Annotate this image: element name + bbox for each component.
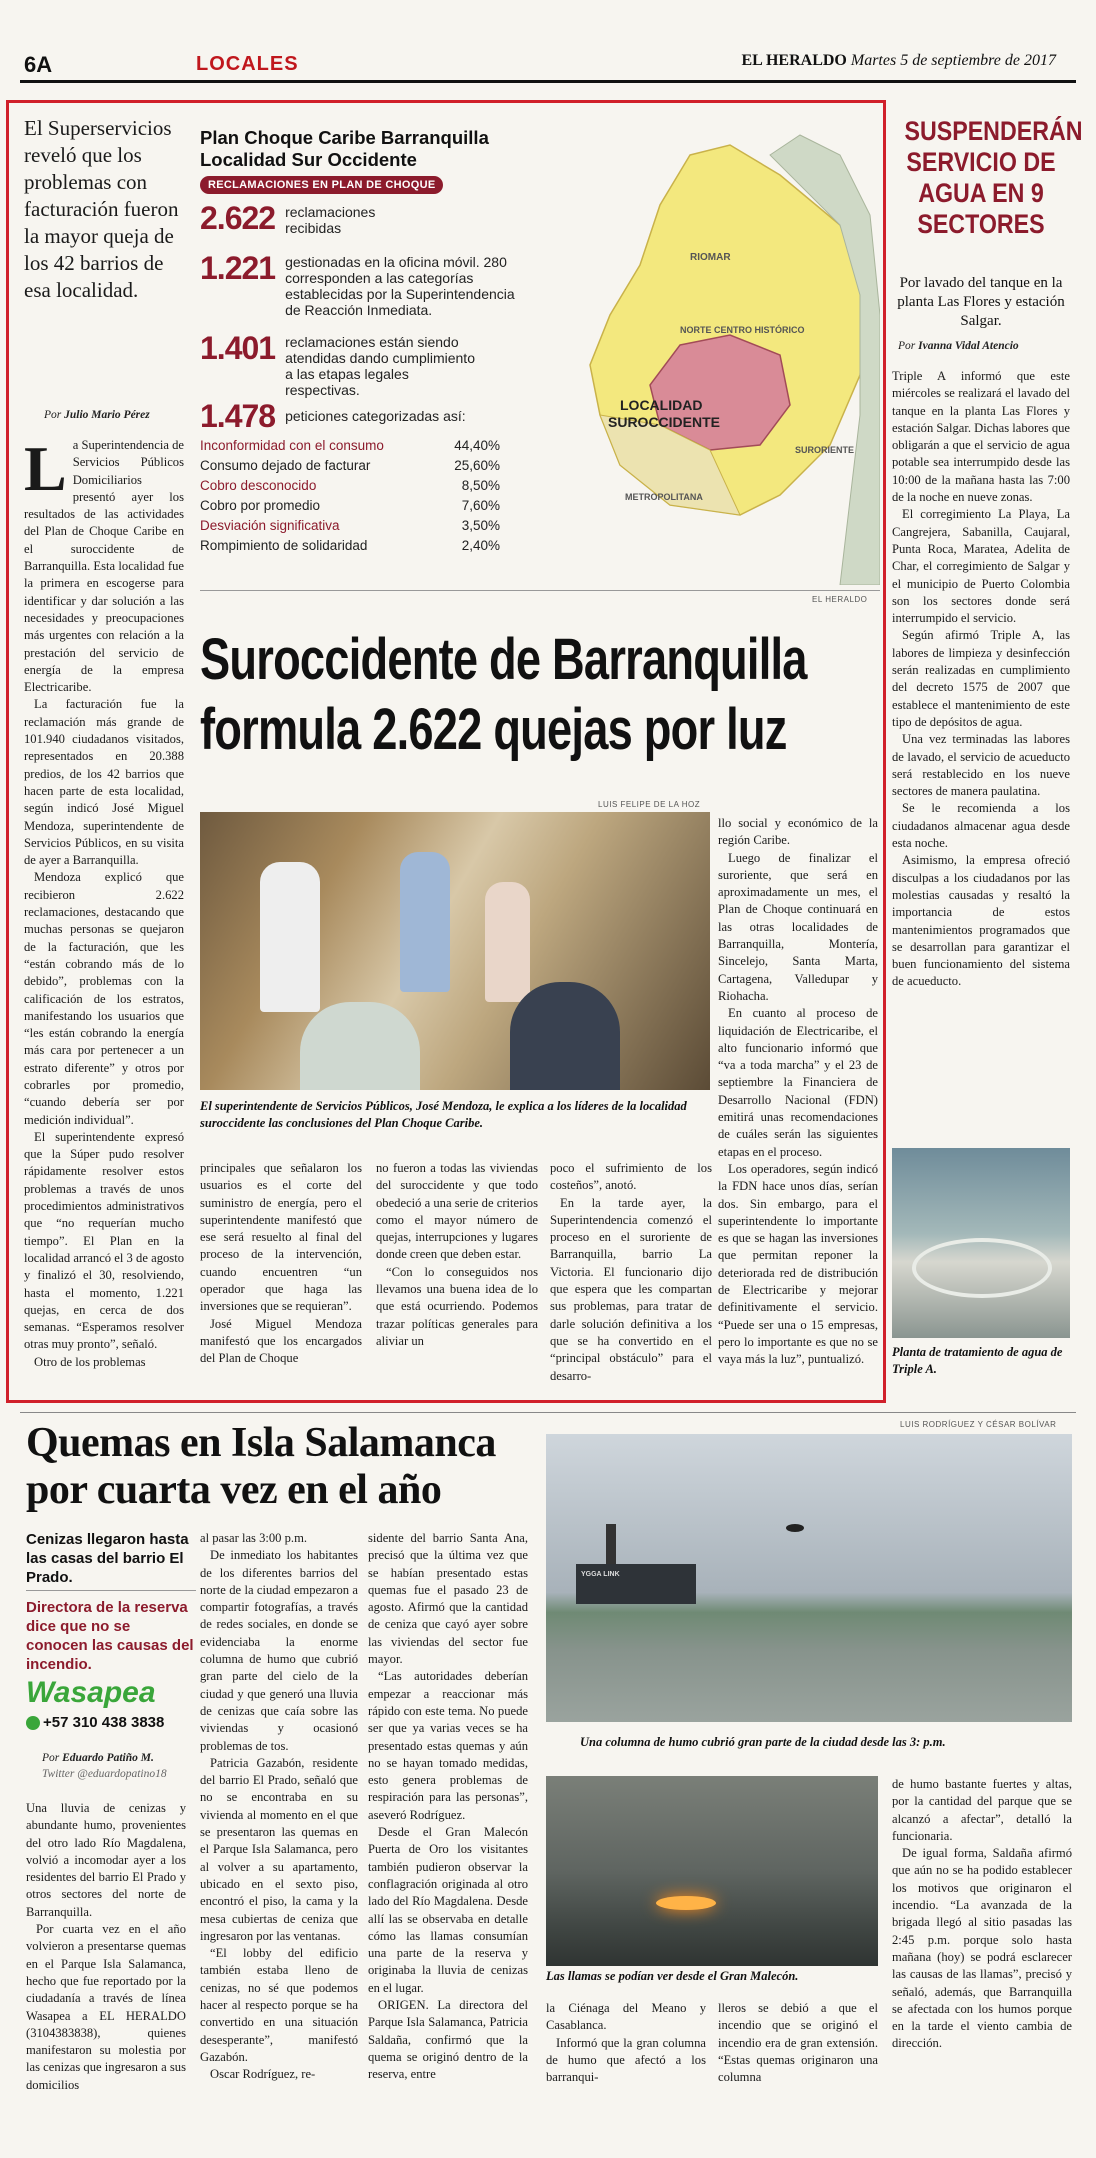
header-rule	[20, 80, 1076, 83]
infographic-credit: EL HERALDO	[812, 595, 868, 604]
stat-list	[200, 200, 540, 553]
sidebar-body: Triple A informó que este miércoles se realizará el lavado del tanque en la planta Las Flores y estación Salgar. Dichas labores que obligarán a que el servicio de agua potable sea interrumpido desde las 10:00 de la mañana hasta las 7:00 de la noche en nueve zonas. El corregimiento La Playa, La Cangrejera, Sabanilla, Caujaral, Punta Roca, Maratea, Adelita de Char, el corregimiento de Salgar y el municipio de Puerto Colombia son los sectores donde será interrumpido el servicio. Según afirmó Triple A, las labores de limpieza y desinfección serán realizadas en cumplimiento del decreto 1575 de 2007 que establece el mantenimiento de este tipo de depósitos de agua. Una vez terminadas las labores de lavado, el servicio de acueducto será restablecido en los nueve sectores de manera paulatina. Se le recomienda a los ciudadanos almacenar agua desde esta noche. Asimismo, la empresa ofreció disculpas a los ciudadanos por las molestias causadas y resaltó la importancia de estos mantenimientos programados que se desarrollan para garantizar el buen funcionamiento del sistema de acueducto.	[892, 369, 1071, 989]
stat-text: reclamaciones recibidas	[285, 204, 376, 236]
whatsapp-icon	[26, 1716, 40, 1730]
page-number: 6A	[24, 52, 53, 77]
photo-person	[260, 862, 320, 1012]
infographic-title: Plan Choque Caribe Barranquilla Localidad Sur Occidente	[200, 127, 489, 170]
main-intro: El Superservicios reveló que los problemas con facturación fueron la mayor queja de los 42 barrios de esa localidad.	[24, 116, 179, 302]
main-photo	[200, 812, 710, 1090]
stat-number: 1.478	[200, 398, 276, 434]
category-item: Inconformidad con el consumo 44,40%	[200, 438, 500, 453]
map-label-metropolitana: METROPOLITANA	[625, 492, 703, 502]
infographic-rule	[200, 590, 880, 591]
main-col5: llo social y económico de la región Caribe. Luego de finalizar el suroriente, que será en aproximadamente un mes, el Plan de Choque continuará en las otras localidades de Barranquilla, Montería, Sincelejo, Santa Marta, Cartagena, Valledupar y Riohacha. En cuanto al proceso de liquidación de Electricaribe, el alto funcionario informó que “va a toda marcha” y el 23 de septiembre la Financiera de Desarrollo Nacional (FDN) emitirá unas recomendaciones de cuáles serán las siguientes etapas en el proceso. Los operadores, según indicó la FDN hace unos días, serían dos. Sin embargo, para el superintendente lo importante es que se hagan las inversiones que permitan reponer la deteriorada red de distribución de Electricaribe y mejorar definitivamente el servicio. “Puede ser una o 15 empresas, pero lo importante es que no se vaya más la luz”, puntualizó.	[718, 816, 878, 1367]
second-col4: la Ciénaga del Meano y Casablanca. Informó que la gran columna de humo que afectó a los barranqui-	[546, 2001, 706, 2085]
category-item: Rompimiento de solidaridad 2,40%	[200, 538, 500, 553]
photo-person	[400, 852, 450, 992]
issue-date: Martes 5 de septiembre de 2017	[850, 52, 1056, 69]
category-item: Desviación significativa 3,50%	[200, 518, 500, 533]
map-label-localidad: LOCALIDAD	[620, 397, 703, 413]
photo-flames	[656, 1896, 716, 1910]
category-item: Cobro por promedio 7,60%	[200, 498, 500, 513]
photo-ship-hull	[576, 1564, 696, 1604]
main-col2: principales que señalaron los usuarios es el corte del suministro de energía, pero el superintendente manifestó que ese será resuelto al final del proceso de la intervención, cuando encuentren “un operador que haga las inversiones que se requieran”. José Miguel Mendoza manifestó que los encargados del Plan de Choque	[200, 1161, 362, 1366]
sidebar-photo	[892, 1148, 1070, 1338]
second-col1: Una lluvia de cenizas y abundante humo, provenientes del otro lado Río Magdalena, volvió a incomodar ayer a los residentes del barrio El Prado y otros sectores del norte de Barranquilla. Por cuarta vez en el año volvieron a presentarse quemas en el Parque Isla Salamanca, hecho que fue reportado por la ciudadanía a través de línea Wasapea a EL HERALDO (3104383838), quienes manifestaron su molestia por las cenizas que ingresaron a sus domicilios	[26, 1801, 186, 2092]
photo-person	[300, 1002, 420, 1090]
stat-number: 2.622	[200, 200, 276, 236]
main-col3: no fueron a todas las viviendas del suroccidente y que todo obedeció a una serie de criterios como el mayor número de quejas, interrupciones y lugares donde creen que deben estar. “Con lo conseguidos nos llevamos una buena idea de lo que está ocurriendo. Podemos trazar políticas generales para aliviar un	[376, 1161, 538, 1348]
photo-ship-name: YGGA LINK	[581, 1571, 620, 1578]
map-label-suroccidente: SUROCCIDENTE	[608, 414, 721, 430]
ship-photo	[546, 1434, 1072, 1722]
photo-tank	[912, 1238, 1052, 1298]
stat-text: peticiones categorizadas así:	[285, 408, 466, 424]
stat-text: gestionadas en la oficina móvil. 280 corresponden a las categorías establecidas por la Superintendencia de Reacción Inmediata.	[285, 254, 515, 318]
second-subhead-1: Cenizas llegaron hasta las casas del barrio El Prado.	[26, 1531, 189, 1586]
map-label-suroriente: SURORIENTE	[795, 445, 855, 455]
subhead-rule	[26, 1590, 196, 1591]
stat-row	[200, 330, 540, 398]
sidebar-byline: Por Ivanna Vidal Atencio	[898, 340, 1019, 352]
map-label-riomar: RIOMAR	[690, 252, 731, 263]
category-list	[200, 438, 540, 553]
fire-photo-caption: Las llamas se podían ver desde el Gran Malecón.	[546, 1969, 799, 1983]
locality-map	[540, 115, 880, 585]
paper-name: EL HERALDO	[741, 52, 847, 69]
photo-bird	[786, 1524, 804, 1532]
wasapea-logo: Wasapea	[26, 1676, 156, 1709]
main-headline: Suroccidente de Barranquilla formula 2.622 quejas por luz	[200, 627, 807, 762]
section-name: LOCALES	[196, 53, 299, 75]
second-twitter: Twitter @eduardopatino18	[42, 1768, 167, 1780]
second-col5: lleros se debió a que el incendio que se originó el incendio era de gran extensión. “Estas quemas originaron una columna	[718, 2001, 878, 2085]
category-item: Cobro desconocido 8,50%	[200, 478, 500, 493]
drop-cap: L	[24, 433, 67, 504]
stat-row	[200, 398, 540, 438]
photo-person	[485, 882, 530, 1002]
map-label-norte: NORTE CENTRO HISTÓRICO	[680, 325, 805, 335]
wasapea-phone: +57 310 438 3838	[26, 1714, 164, 1731]
main-col4: poco el sufrimiento de los costeños”, anotó. En la tarde ayer, la Superintendencia comenzó el proceso en el suroriente de Barranquilla, barrio La Victoria. El funcionario dijo que espera que les compartan sus problemas, para tratar de darle solución definitiva a los que se ha convertido en el “principal obstáculo” para el desarro-	[550, 1161, 712, 1383]
main-col1: La Superintendencia de Servicios Públicos Domiciliarios presentó ayer los resultados de las actividades del Plan de Choque Caribe en el suroccidente de Barranquilla. Esta localidad fue la primera en escogerse para identificar y dar solución a las necesidades y preocupaciones más urgentes con relación a la prestación del servicio de energía de la empresa Electricaribe. La facturación fue la reclamación más grande de 101.940 ciudadanos visitados, representados en 20.388 predios, de los 42 barrios que hacen parte de esta localidad, según indicó José Miguel Mendoza, superintendente de Servicios Públicos, en su visita de ayer a Barranquilla. Mendoza explicó que recibieron 2.622 reclamaciones, destacando que muchas personas se quejaron de la facturación, que les “están cobrando más de lo debido”, problemas con la calificación de los estratos, manifestando los usuarios que “les están cobrando la energía más cara por pertenecer a un estrato diferente” y otros por cobrarles por promedio, “cuando debería ser por medición individual”. El superintendente expresó que la Súper pudo resolver rápidamente resolver estos problemas a través de unos procedimientos administrativos que “no requerían mucho tiempo”. El Plan en la localidad arrancó el 3 de agosto y finalizó el 30, resolviendo, hasta el momento, 1.221 quejas, en cerca de dos semanas. “Esperamos resolver otras muy pronto”, señaló. Otro de los problemas	[24, 433, 184, 1369]
masthead-date	[742, 52, 1057, 70]
ship-photo-caption: Una columna de humo cubrió gran parte de la ciudad desde las 3: p.m.	[580, 1735, 946, 1749]
stat-row	[200, 200, 540, 250]
second-headline: Quemas en Isla Salamanca por cuarta vez en el año	[26, 1420, 496, 1513]
second-photo-credit: LUIS RODRÍGUEZ Y CÉSAR BOLÍVAR	[900, 1420, 1057, 1429]
sidebar-subhead: Por lavado del tanque en la planta Las Flores y estación Salgar.	[897, 275, 1065, 329]
sidebar-headline: SUSPENDERÁN SERVICIO DE AGUA EN 9 SECTORES	[904, 116, 1083, 239]
stat-text: reclamaciones están siendo atendidas dando cumplimiento a las etapas legales respectivas.	[285, 334, 475, 398]
second-col3: sidente del barrio Santa Ana, precisó que la última vez que se habían presentado estas quemas fue el pasado 23 de agosto. Afirmó que la cantidad de ceniza que cayó ayer sobre las viviendas del sector fue mayor. “Las autoridades deberían empezar a reaccionar más rápido con este tema. No puede ser que ya varias veces se ha presentado estas quemas y aún no se hayan tomado medidas, esto genera problemas de respiración para las personas”, aseveró Rodríguez. Desde el Gran Malecón Puerta de Oro los visitantes también pudieron observar la conflagración originada al otro lado del Río Magdalena. Desde allí las se observaba en detalle cómo las llamas consumían una parte de la reserva y originaba la lluvia de cenizas en el lugar. ORIGEN. La directora del Parque Isla Salamanca, Patricia Saldaña, confirmó que la quema se originó dentro de la reserva, entre	[368, 1531, 528, 2082]
photo-person	[510, 982, 620, 1090]
infographic-badge: RECLAMACIONES EN PLAN DE CHOQUE	[200, 176, 443, 194]
stat-number: 1.221	[200, 250, 276, 286]
main-photo-credit: LUIS FELIPE DE LA HOZ	[598, 800, 701, 809]
stat-number: 1.401	[200, 330, 276, 366]
category-item: Consumo dejado de facturar 25,60%	[200, 458, 500, 473]
second-col6: de humo bastante fuertes y altas, por la cantidad del parque que se alcanzó a afectar”, detalló la funcionaria. De igual forma, Saldaña afirmó que aún no se ha podido establecer los motivos que originaron el incendio. “La avanzada de la brigada llegó al sitio pasadas las 2:45 p.m. porque solo hasta mañana (hoy) se podrá esclarecer las causas de las llamas”, precisó y señaló, además, que Barranquilla se afectada con los humos porque en la tarde el viento cambia de dirección.	[892, 1777, 1072, 2051]
second-byline: Por Eduardo Patiño M.	[42, 1752, 154, 1764]
stat-row	[200, 250, 540, 330]
section-divider	[20, 1412, 1076, 1413]
main-photo-caption: El superintendente de Servicios Públicos, José Mendoza, le explica a los líderes de la localidad suroccidente las conclusiones del Plan Choque Caribe.	[200, 1099, 687, 1130]
second-col2: al pasar las 3:00 p.m. De inmediato los habitantes de los diferentes barrios del norte de la ciudad empezaron a compartir fotografías, a través de redes sociales, en donde se evidenciaba la enorme columna de humo que cubrió gran parte del cielo de la ciudad y que generó una lluvia de cenizas que caía sobre las viviendas y ocasionó problemas de tos. Patricia Gazabón, residente del barrio El Prado, señaló que no se encontraba en su vivienda al momento en el que se presentaron las quemas en el Parque Isla Salamanca, pero al volver a su apartamento, ubicado en el sexto piso, encontró el piso, la cama y la mesa cubiertas de ceniza que ingresaron por las ventanas. “El lobby del edificio también estaba lleno de cenizas, no sé que podemos hacer al respecto porque se ha convertido en una situación desesperante”, manifestó Gazabón. Oscar Rodríguez, re-	[200, 1531, 358, 2082]
fire-photo	[546, 1776, 878, 1966]
sidebar-photo-caption: Planta de tratamiento de agua de Triple A.	[892, 1345, 1063, 1376]
second-subhead-2: Directora de la reserva dice que no se conocen las causas del incendio.	[26, 1599, 194, 1673]
main-byline: Por Julio Mario Pérez	[44, 409, 150, 421]
photo-ship-mast	[606, 1524, 616, 1564]
